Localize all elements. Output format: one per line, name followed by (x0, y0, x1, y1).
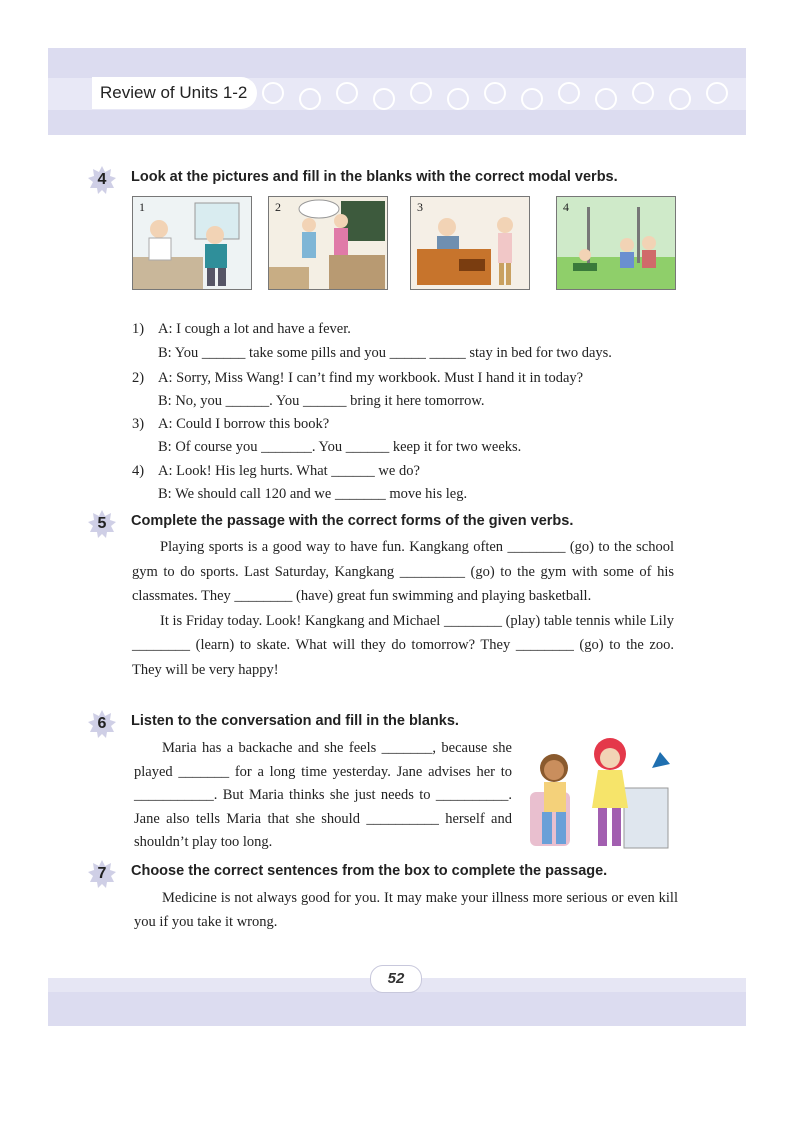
picture-playground (556, 196, 676, 290)
decorative-circle (595, 88, 617, 110)
decorative-circle (447, 88, 469, 110)
passage-paragraph: It is Friday today. Look! Kangkang and Michael ________ (play) table tennis while Lily ________ (learn) to skate. What will they do tomorrow? They ________ (go) to the zoo. They will be very happy! (132, 612, 674, 678)
decorative-circle (669, 88, 691, 110)
passage-paragraph: Maria has a backache and she feels _______, because she played _______ for a long time yesterday. Jane advises her to ___________. But Maria thinks she just needs to __________. Jane also tells Maria that she should __________ herself and shouldn’t play too long. (134, 740, 512, 850)
section-title: Choose the correct sentences from the box to complete the passage. (131, 863, 608, 879)
decorative-circle (706, 82, 728, 104)
picture-library (410, 196, 530, 290)
passage-paragraph: Playing sports is a good way to have fun. Kangkang often ________ (go) to the school gym to do sports. Last Saturday, Kangkang _________ (go) to the gym with some of his classmates. They ________ (have) great fun swimming and playing basketball. (132, 539, 674, 604)
picture-number: 4 (563, 200, 569, 214)
maria-jane-illustration (524, 728, 674, 852)
classroom-scene-illustration (269, 197, 387, 289)
decorative-circle (484, 82, 506, 104)
decorative-circle (410, 82, 432, 104)
question-2-a: 2) A: Sorry, Miss Wang! I can’t find my workbook. Must I hand it in today? (132, 370, 584, 386)
section-number: 7 (97, 865, 107, 882)
page-number: 52 (387, 970, 405, 987)
section-number: 6 (97, 715, 107, 732)
page-number-badge (370, 965, 422, 993)
passage-paragraph: Medicine is not always good for you. It may make your illness more serious or even kill you if you take it wrong. (134, 890, 678, 930)
question-3-a: 3) A: Could I borrow this book? (132, 416, 330, 432)
decorative-circles (262, 80, 746, 110)
picture-classroom (268, 196, 388, 290)
decorative-circle (336, 82, 358, 104)
picture-number: 1 (139, 200, 145, 214)
decorative-circle (373, 88, 395, 110)
section-5-passage (132, 535, 674, 682)
question-4-a: 4) A: Look! His leg hurts. What ______ we do? (132, 463, 420, 479)
section-number: 4 (97, 171, 107, 188)
playground-scene-illustration (557, 197, 675, 289)
doctor-scene-illustration (133, 197, 251, 289)
decorative-circle (521, 88, 543, 110)
picture-number: 2 (275, 200, 281, 214)
decorative-circle (632, 82, 654, 104)
section-6-passage (134, 737, 512, 855)
section-title: Listen to the conversation and fill in the blanks. (131, 713, 459, 729)
decorative-circle (262, 82, 284, 104)
section-7-passage (134, 886, 678, 934)
picture-doctor-visit (132, 196, 252, 290)
decorative-circle (299, 88, 321, 110)
library-scene-illustration (411, 197, 529, 289)
section-title: Complete the passage with the correct forms of the given verbs. (131, 513, 574, 529)
decorative-circle (558, 82, 580, 104)
section-title: Look at the pictures and fill in the blanks with the correct modal verbs. (131, 169, 618, 185)
unit-title: Review of Units 1-2 (92, 77, 257, 109)
question-1-a: 1) A: I cough a lot and have a fever. (132, 321, 351, 337)
picture-number: 3 (417, 200, 423, 214)
section-number: 5 (97, 515, 107, 532)
